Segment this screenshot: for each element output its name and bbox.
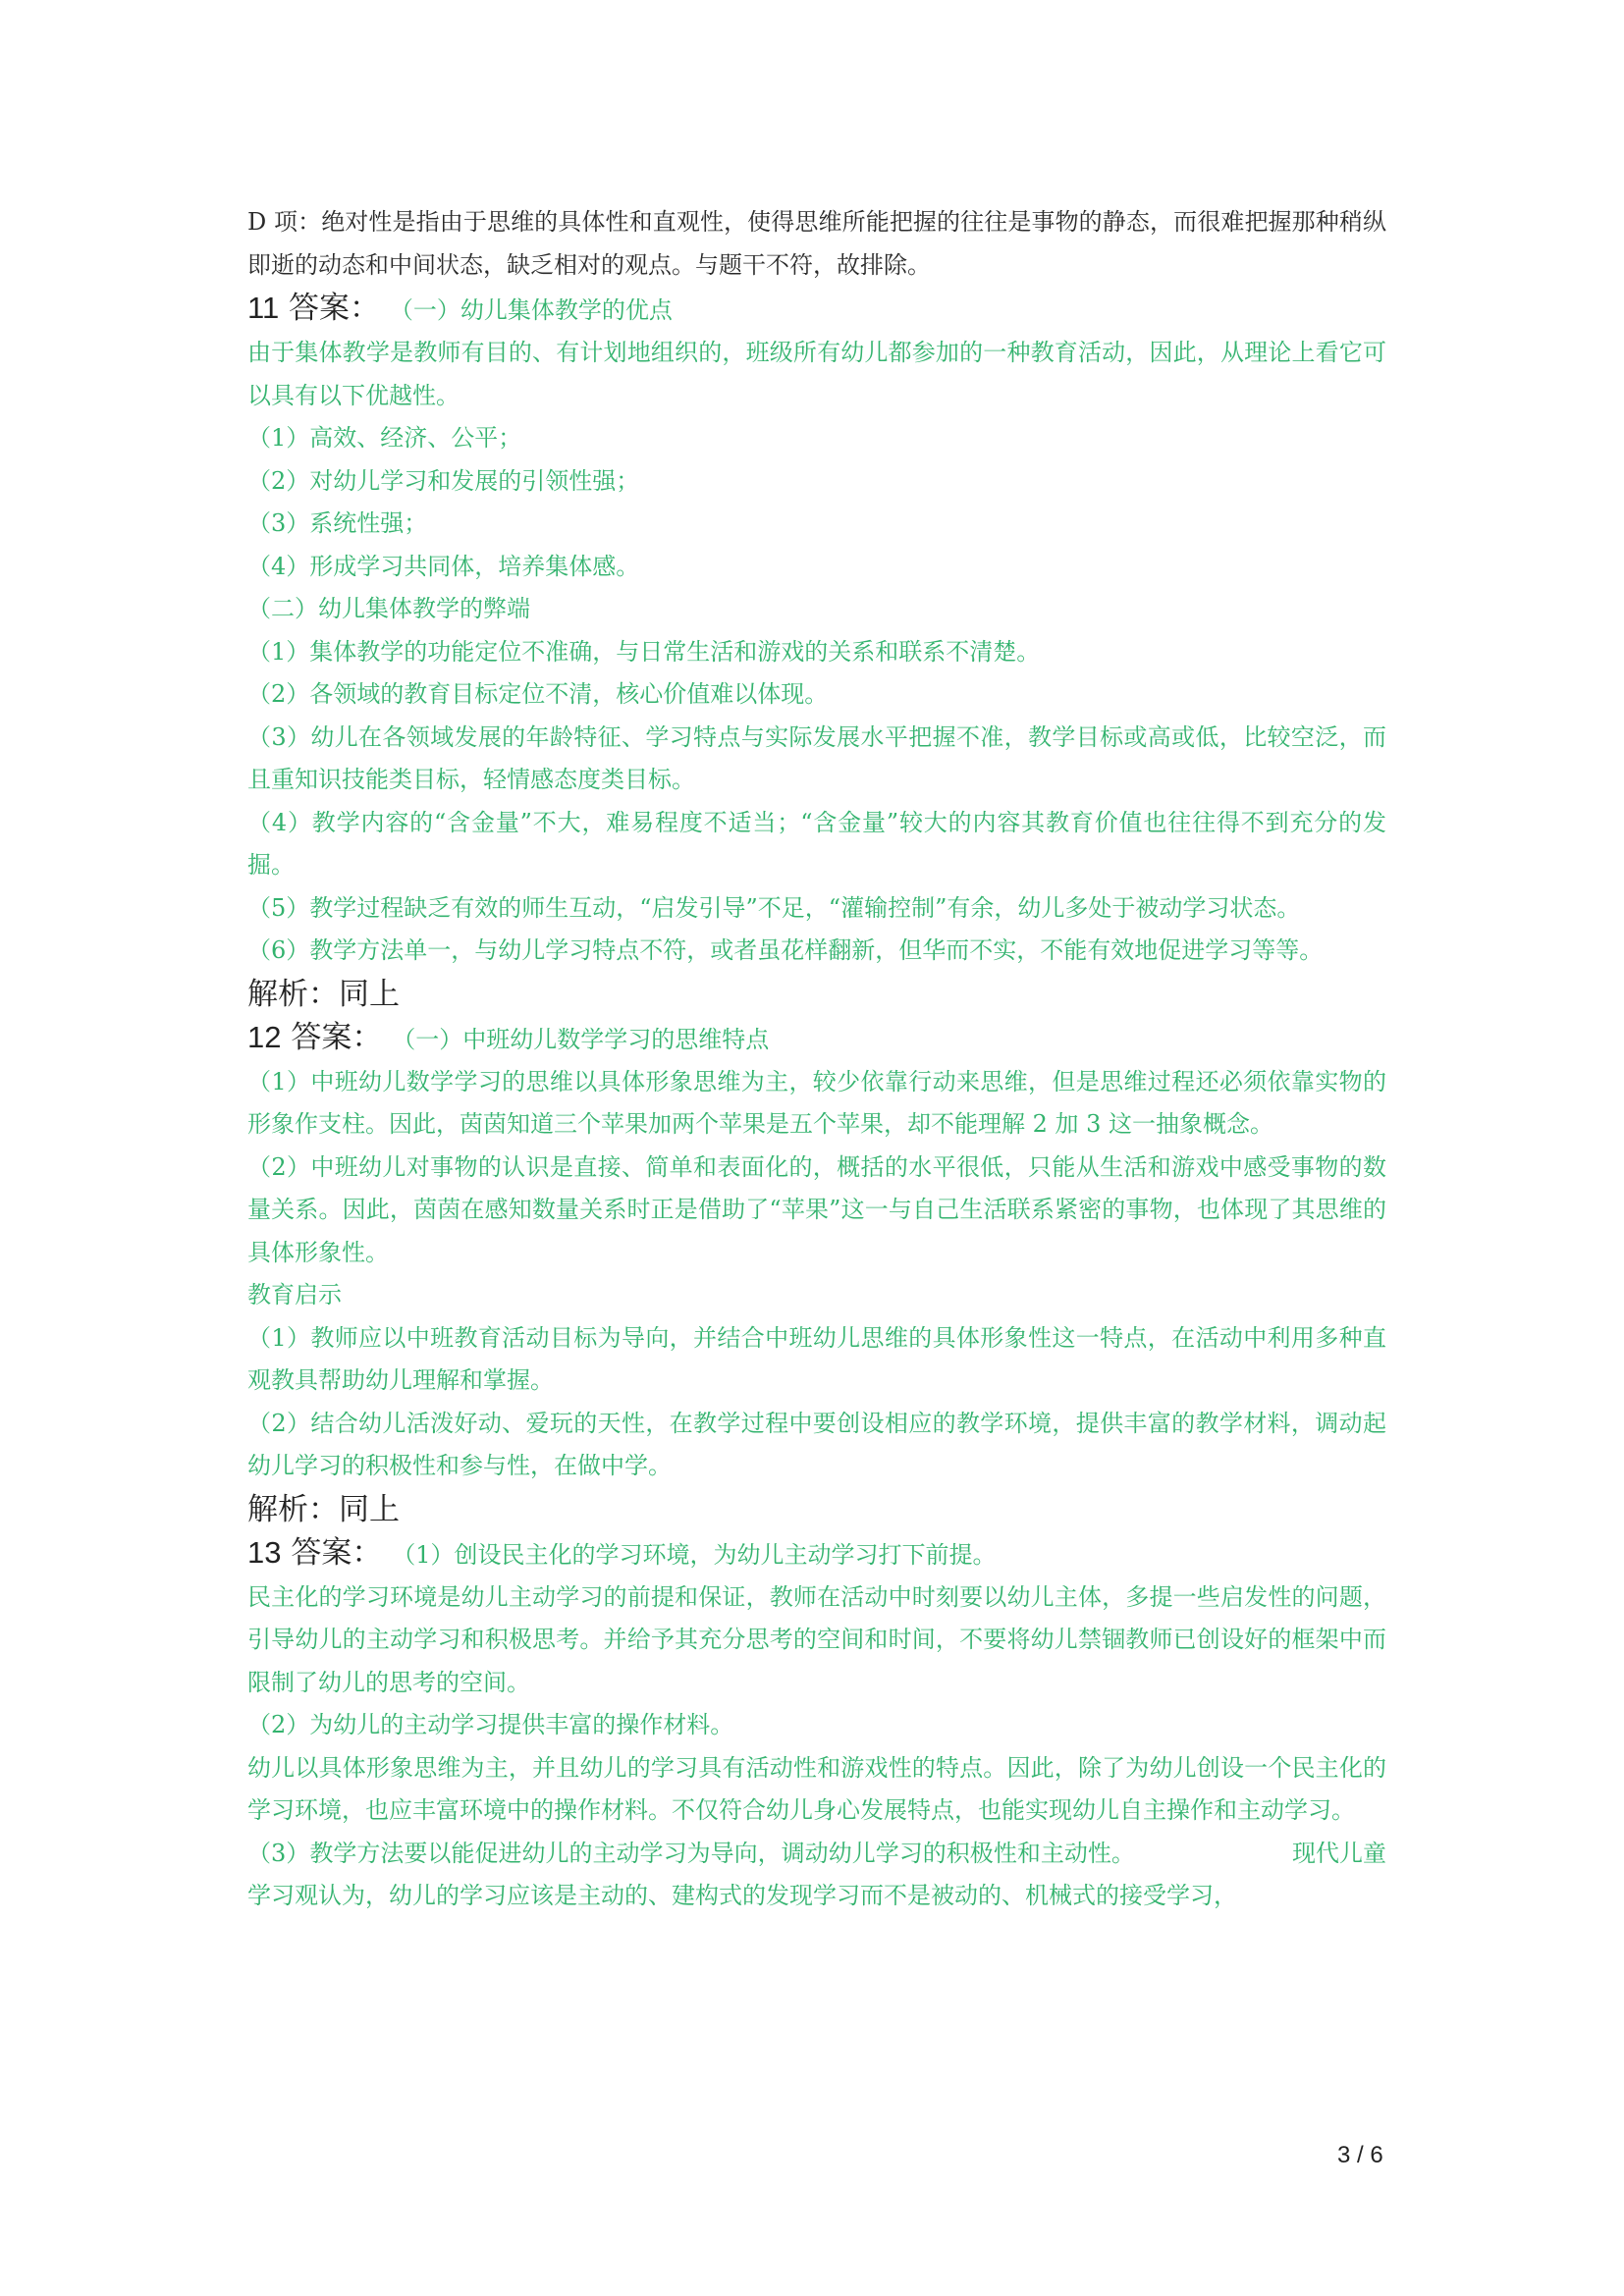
q11-first-line: （一）幼儿集体教学的优点 <box>389 296 673 324</box>
q11-line: （二）幼儿集体教学的弊端 <box>247 595 530 622</box>
q11-line: （2）各领域的教育目标定位不清，核心价值难以体现。 <box>247 680 829 708</box>
q11-line: （6）教学方法单一，与幼儿学习特点不符，或者虽花样翻新，但华而不实，不能有效地促进学习等等。 <box>247 936 1324 964</box>
q13-number: 13 <box>247 1534 282 1570</box>
q11-line: 由于集体教学是教师有目的、有计划地组织的，班级所有幼儿都参加的一种教育活动，因此，从理论上看它可以具有以下优越性。 <box>247 339 1386 409</box>
q13-first-line: （1）创设民主化的学习环境，为幼儿主动学习打下前提。 <box>392 1540 997 1569</box>
page-number: 3 / 6 <box>1337 2142 1383 2168</box>
document-page <box>247 201 1386 1918</box>
d-option-paragraph: D 项：绝对性是指由于思维的具体性和直观性，使得思维所能把握的往往是事物的静态，而很难把握那种稍纵即逝的动态和中间状态，缺乏相对的观点。与题干不符，故排除。 <box>247 208 1386 279</box>
q13-line: 幼儿以具体形象思维为主，并且幼儿的学习具有活动性和游戏性的特点。因此，除了为幼儿创设一个民主化的学习环境，也应丰富环境中的操作材料。不仅符合幼儿身心发展特点，也能实现幼儿自主操作和主动学习。 <box>247 1753 1386 1824</box>
q11-line: （1）集体教学的功能定位不准确，与日常生活和游戏的关系和联系不清楚。 <box>247 637 1041 666</box>
q12-answer-label: 答案： <box>291 1019 383 1055</box>
q11-line: （3）系统性强； <box>247 509 428 537</box>
q13-heading <box>247 1531 1386 1576</box>
q11-heading <box>247 287 1386 332</box>
q12-line: （2）结合幼儿活泼好动、爱玩的天性，在教学过程中要创设相应的教学环境，提供丰富的教学材料，调动起幼儿学习的积极性和参与性，在做中学。 <box>247 1409 1386 1479</box>
q11-line: （5）教学过程缺乏有效的师生互动，“启发引导”不足，“灌输控制”有余，幼儿多处于被动学习状态。 <box>247 893 1301 922</box>
q12-line: （1）中班幼儿数学学习的思维以具体形象思维为主，较少依靠行动来思维，但是思维过程还必须依靠实物的形象作支柱。因此，茵茵知道三个苹果加两个苹果是五个苹果，却不能理解 2 加 3 这一抽象概念。 <box>247 1067 1386 1138</box>
q11-line: （2）对幼儿学习和发展的引领性强； <box>247 466 640 495</box>
q12-analysis: 解析：同上 <box>247 1491 400 1527</box>
q13-last-paragraph <box>247 1833 1386 1918</box>
q12-number: 12 <box>247 1019 282 1054</box>
q13-last-a: （3）教学方法要以能促进幼儿的主动学习为导向，调动幼儿学习的积极性和主动性。 <box>247 1839 1135 1867</box>
q11-analysis: 解析：同上 <box>247 976 400 1012</box>
q11-line: （4）教学内容的“含金量”不大，难易程度不适当；“含金量”较大的内容其教育价值也往往得不到充分的发掘。 <box>247 808 1386 879</box>
q12-first-line: （一）中班幼儿数学学习的思维特点 <box>392 1025 770 1053</box>
q11-line: （4）形成学习共同体，培养集体感。 <box>247 552 640 580</box>
q13-answer-label: 答案： <box>291 1534 383 1571</box>
q12-line: （2）中班幼儿对事物的认识是直接、简单和表面化的，概括的水平很低，只能从生活和游戏中感受事物的数量关系。因此，茵茵在感知数量关系时正是借助了“苹果”这一与自己生活联系紧密的事物，也体现了其思维的具体形象性。 <box>247 1152 1386 1266</box>
q12-line: 教育启示 <box>247 1281 342 1308</box>
q11-number: 11 <box>247 291 280 325</box>
q13-line: 民主化的学习环境是幼儿主动学习的前提和保证，教师在活动中时刻要以幼儿主体，多提一些启发性的问题，引导幼儿的主动学习和积极思考。并给予其充分思考的空间和时间，不要将幼儿禁锢教师已创设好的框架中而限制了幼儿的思考的空间。 <box>247 1582 1386 1696</box>
q11-line: （3）幼儿在各领域发展的年龄特征、学习特点与实际发展水平把握不准，教学目标或高或低，比较空泛，而且重知识技能类目标，轻情感态度类目标。 <box>247 722 1386 793</box>
q12-line: （1）教师应以中班教育活动目标为导向，并结合中班幼儿思维的具体形象性这一特点，在活动中利用多种直观教具帮助幼儿理解和掌握。 <box>247 1323 1386 1394</box>
q13-line: （2）为幼儿的主动学习提供丰富的操作材料。 <box>247 1711 734 1738</box>
q11-line: （1）高效、经济、公平； <box>247 424 522 452</box>
q13-last-b: 现代儿童学习观认为，幼儿的学习应该是主动的、建构式的发现学习而不是被动的、机械式的接受学习， <box>247 1839 1386 1909</box>
q12-heading <box>247 1016 1386 1061</box>
q11-answer-label: 答案： <box>289 291 381 326</box>
